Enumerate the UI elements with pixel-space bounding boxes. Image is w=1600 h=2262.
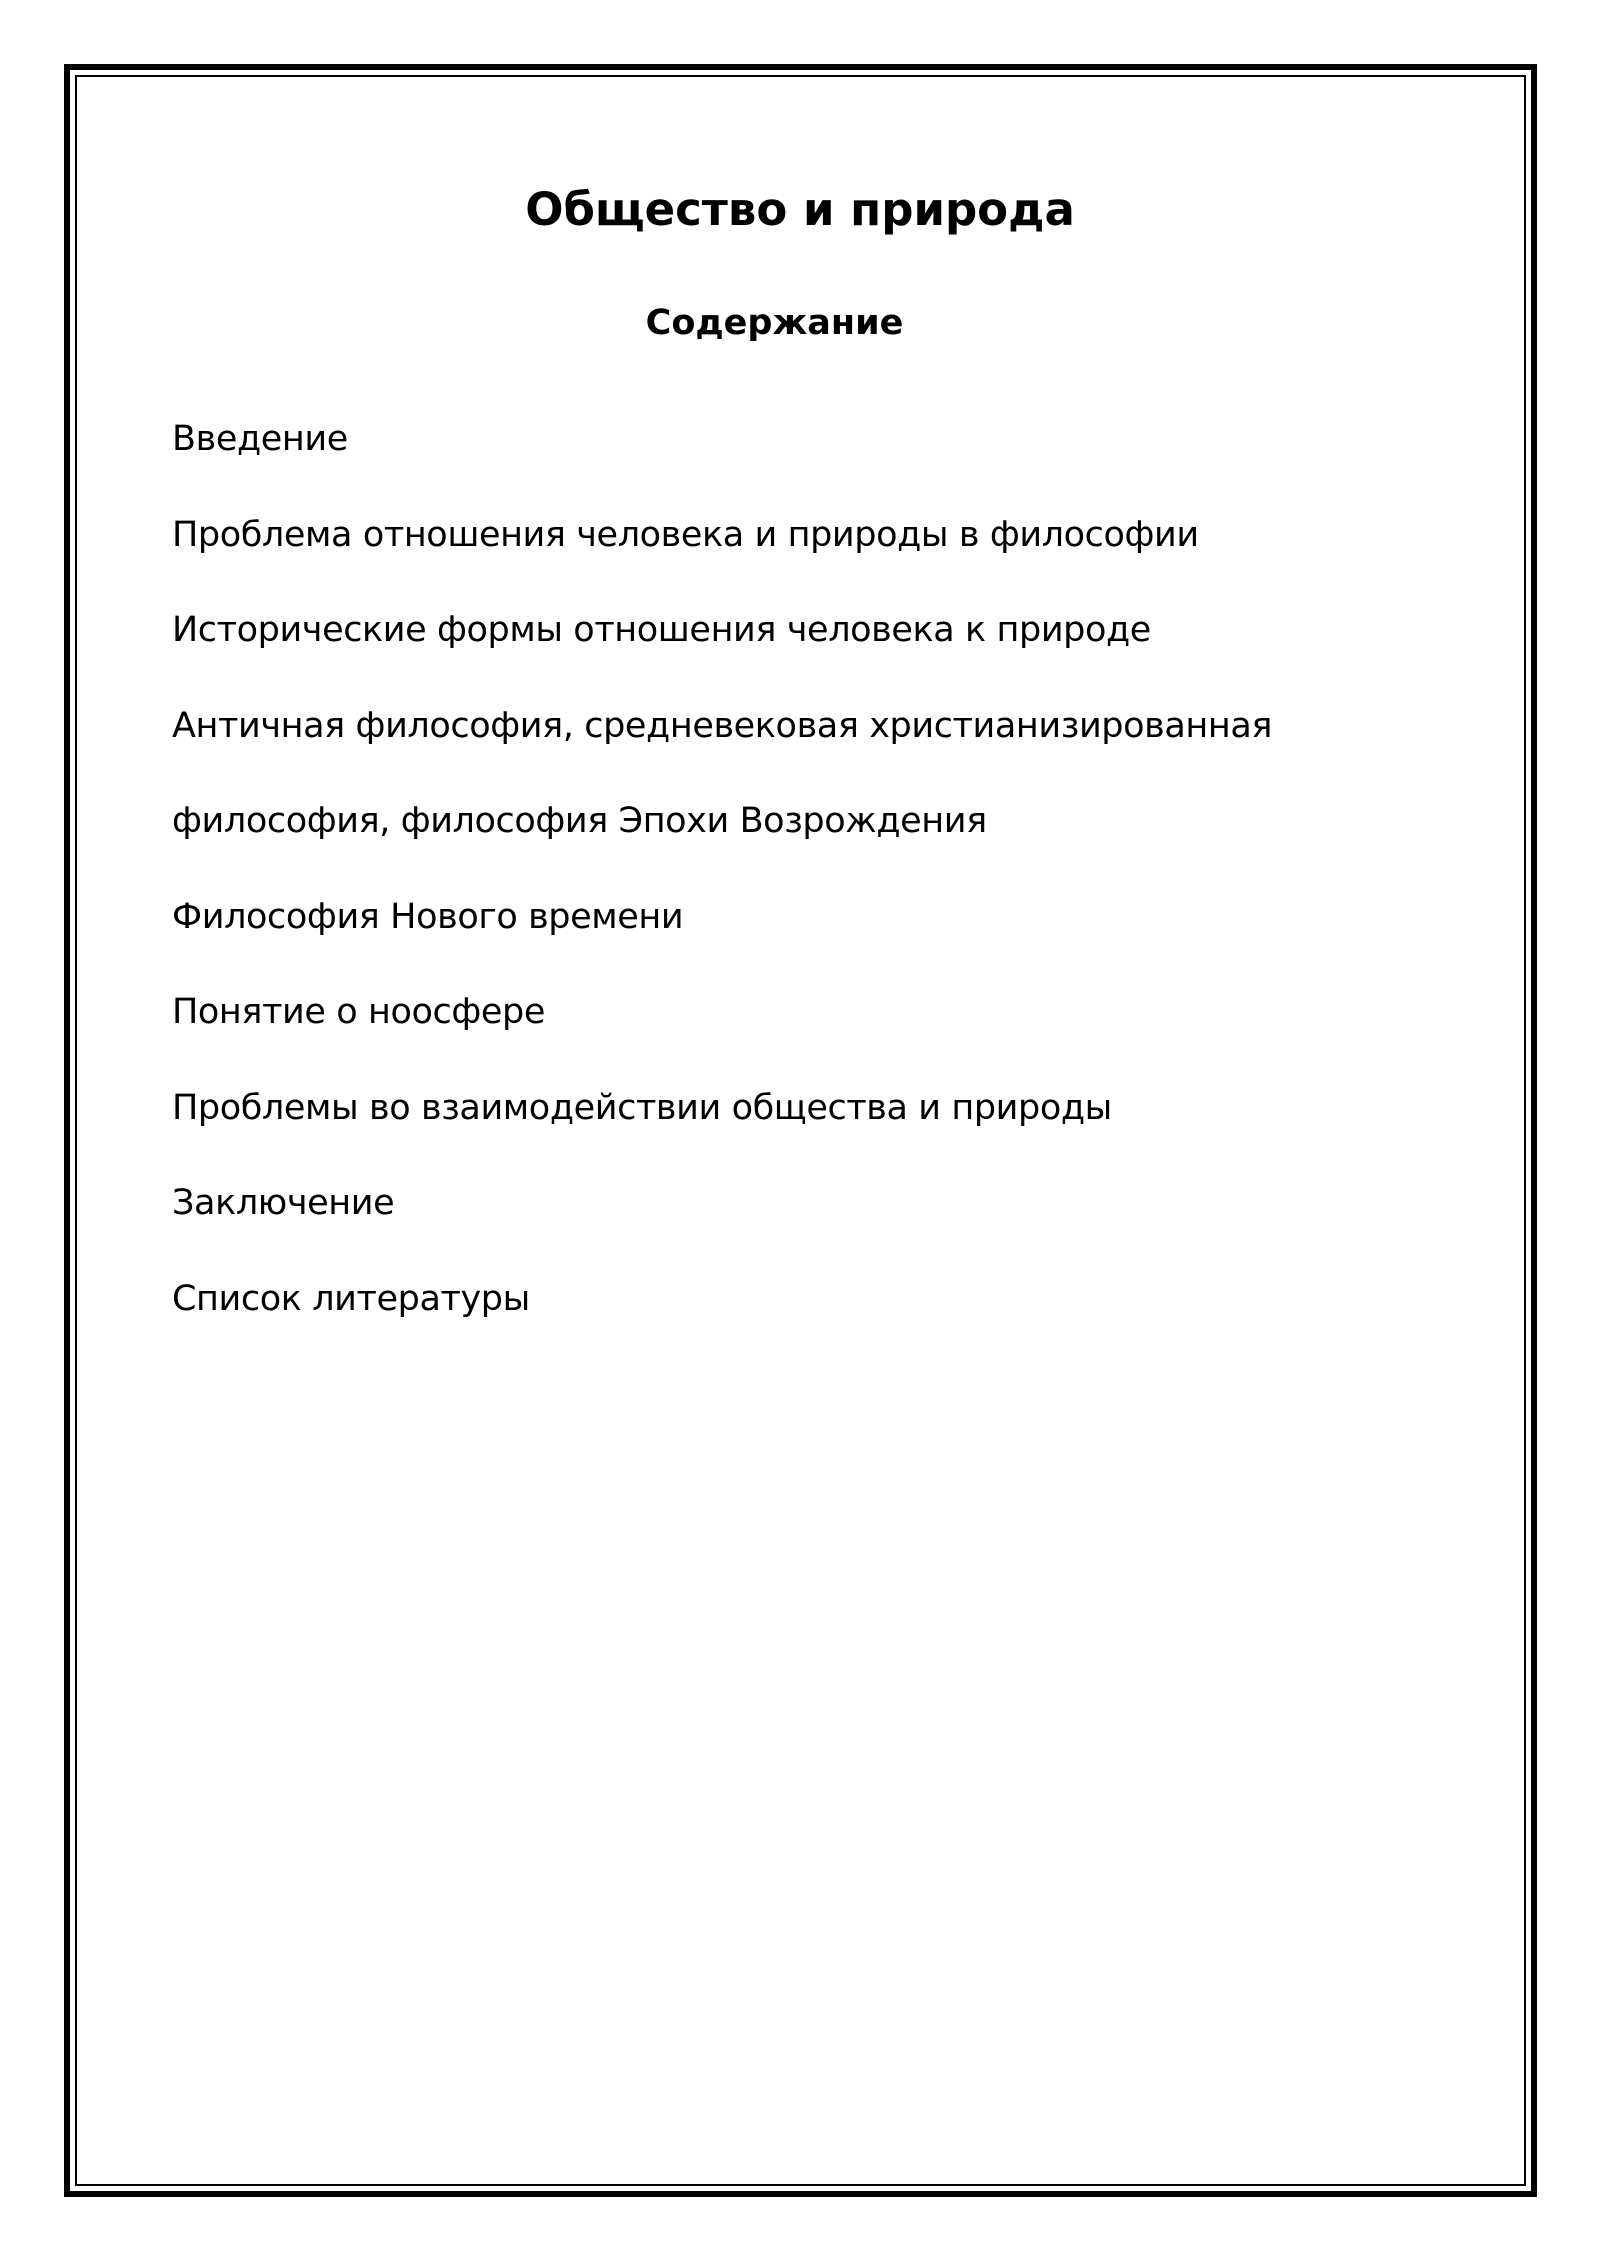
- toc-item-bibliography: Список литературы: [172, 1278, 530, 1319]
- toc-item-renaissance: философия, философия Эпохи Возрождения: [172, 801, 987, 841]
- toc-item-modern-philosophy: Философия Нового времени: [172, 896, 684, 937]
- toc-item-ancient-medieval: Античная философия, средневековая христианизированная: [172, 705, 1273, 746]
- table-of-contents: [172, 416, 1272, 1371]
- toc-item-interaction-problems: Проблемы во взаимодействии общества и природы: [172, 1087, 1112, 1128]
- page-title: Общество и природа: [525, 183, 1075, 236]
- toc-item-introduction: Введение: [172, 419, 348, 459]
- toc-item-historical-forms: Исторические формы отношения человека к природе: [172, 610, 1151, 650]
- toc-heading: Содержание: [645, 303, 904, 343]
- toc-item-conclusion: Заключение: [172, 1183, 395, 1223]
- toc-item-philosophy-problem: Проблема отношения человека и природы в философии: [172, 514, 1199, 555]
- toc-item-noosphere: Понятие о ноосфере: [172, 992, 545, 1032]
